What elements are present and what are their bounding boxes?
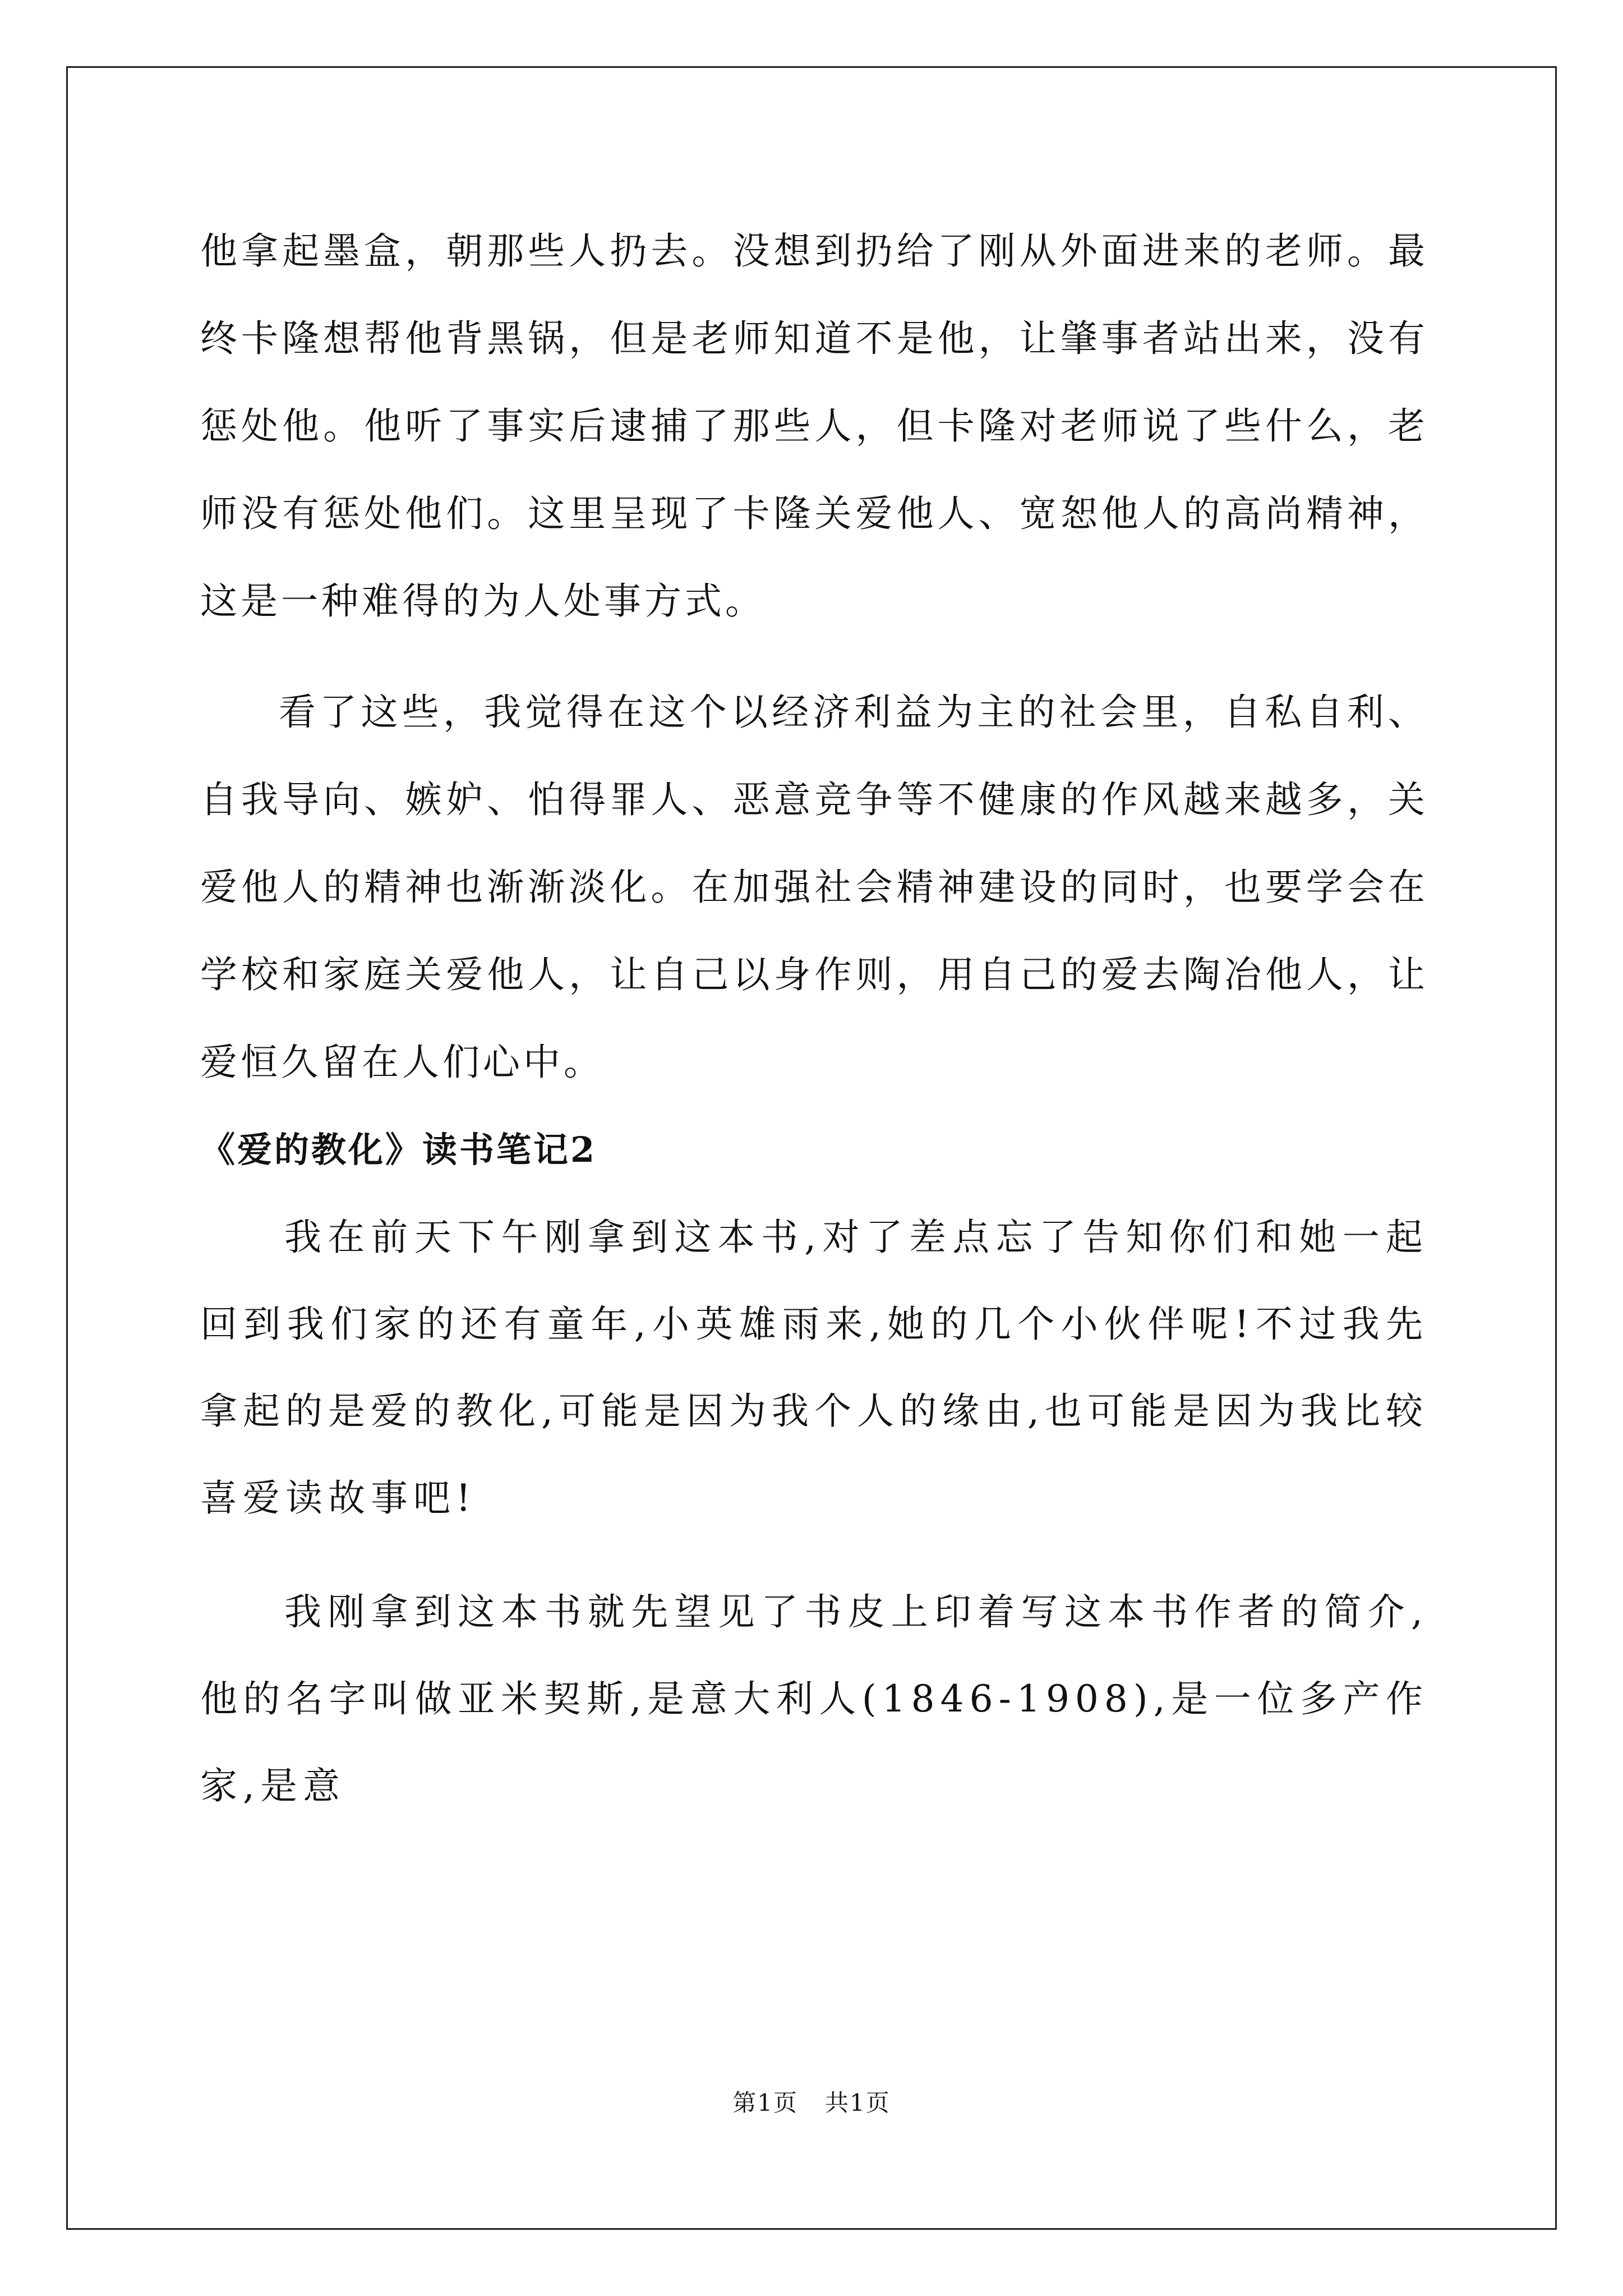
page-total: 共1页	[825, 2089, 891, 2116]
paragraph-2: 看了这些，我觉得在这个以经济利益为主的社会里，自私自利、自我导向、嫉妒、怕得罪人、恶意竞争等不健康的作风越来越多，关爱他人的精神也渐渐淡化。在加强社会精神建设的同时，也要学会在学校和家庭关爱他人，让自己以身作则，用自己的爱去陶冶他人，让爱恒久留在人们心中。	[200, 691, 1428, 1084]
section-title: 《爱的教化》读书笔记2	[200, 1129, 597, 1170]
section-paragraph-1: 我在前天下午刚拿到这本书,对了差点忘了告知你们和她一起回到我们家的还有童年,小英雄雨来,她的几个小伙伴呢!不过我先拿起的是爱的教化,可能是因为我个人的缘由,也可能是因为我比较喜爱读故事吧!	[200, 1216, 1428, 1520]
document-body	[200, 208, 1428, 1829]
page-footer	[0, 2085, 1623, 2118]
page-number: 第1页	[732, 2089, 798, 2116]
section-paragraph-2: 我刚拿到这本书就先望见了书皮上印着写这本书作者的简介,他的名字叫做亚米契斯,是意大利人(1846-1908),是一位多产作家,是意	[200, 1590, 1428, 1807]
paragraph-1: 他拿起墨盒，朝那些人扔去。没想到扔给了刚从外面进来的老师。最终卡隆想帮他背黑锅，但是老师知道不是他，让肇事者站出来，没有惩处他。他听了事实后逮捕了那些人，但卡隆对老师说了些什么，老师没有惩处他们。这里呈现了卡隆关爱他人、宽恕他人的高尚精神，这是一种难得的为人处事方式。	[200, 229, 1428, 623]
